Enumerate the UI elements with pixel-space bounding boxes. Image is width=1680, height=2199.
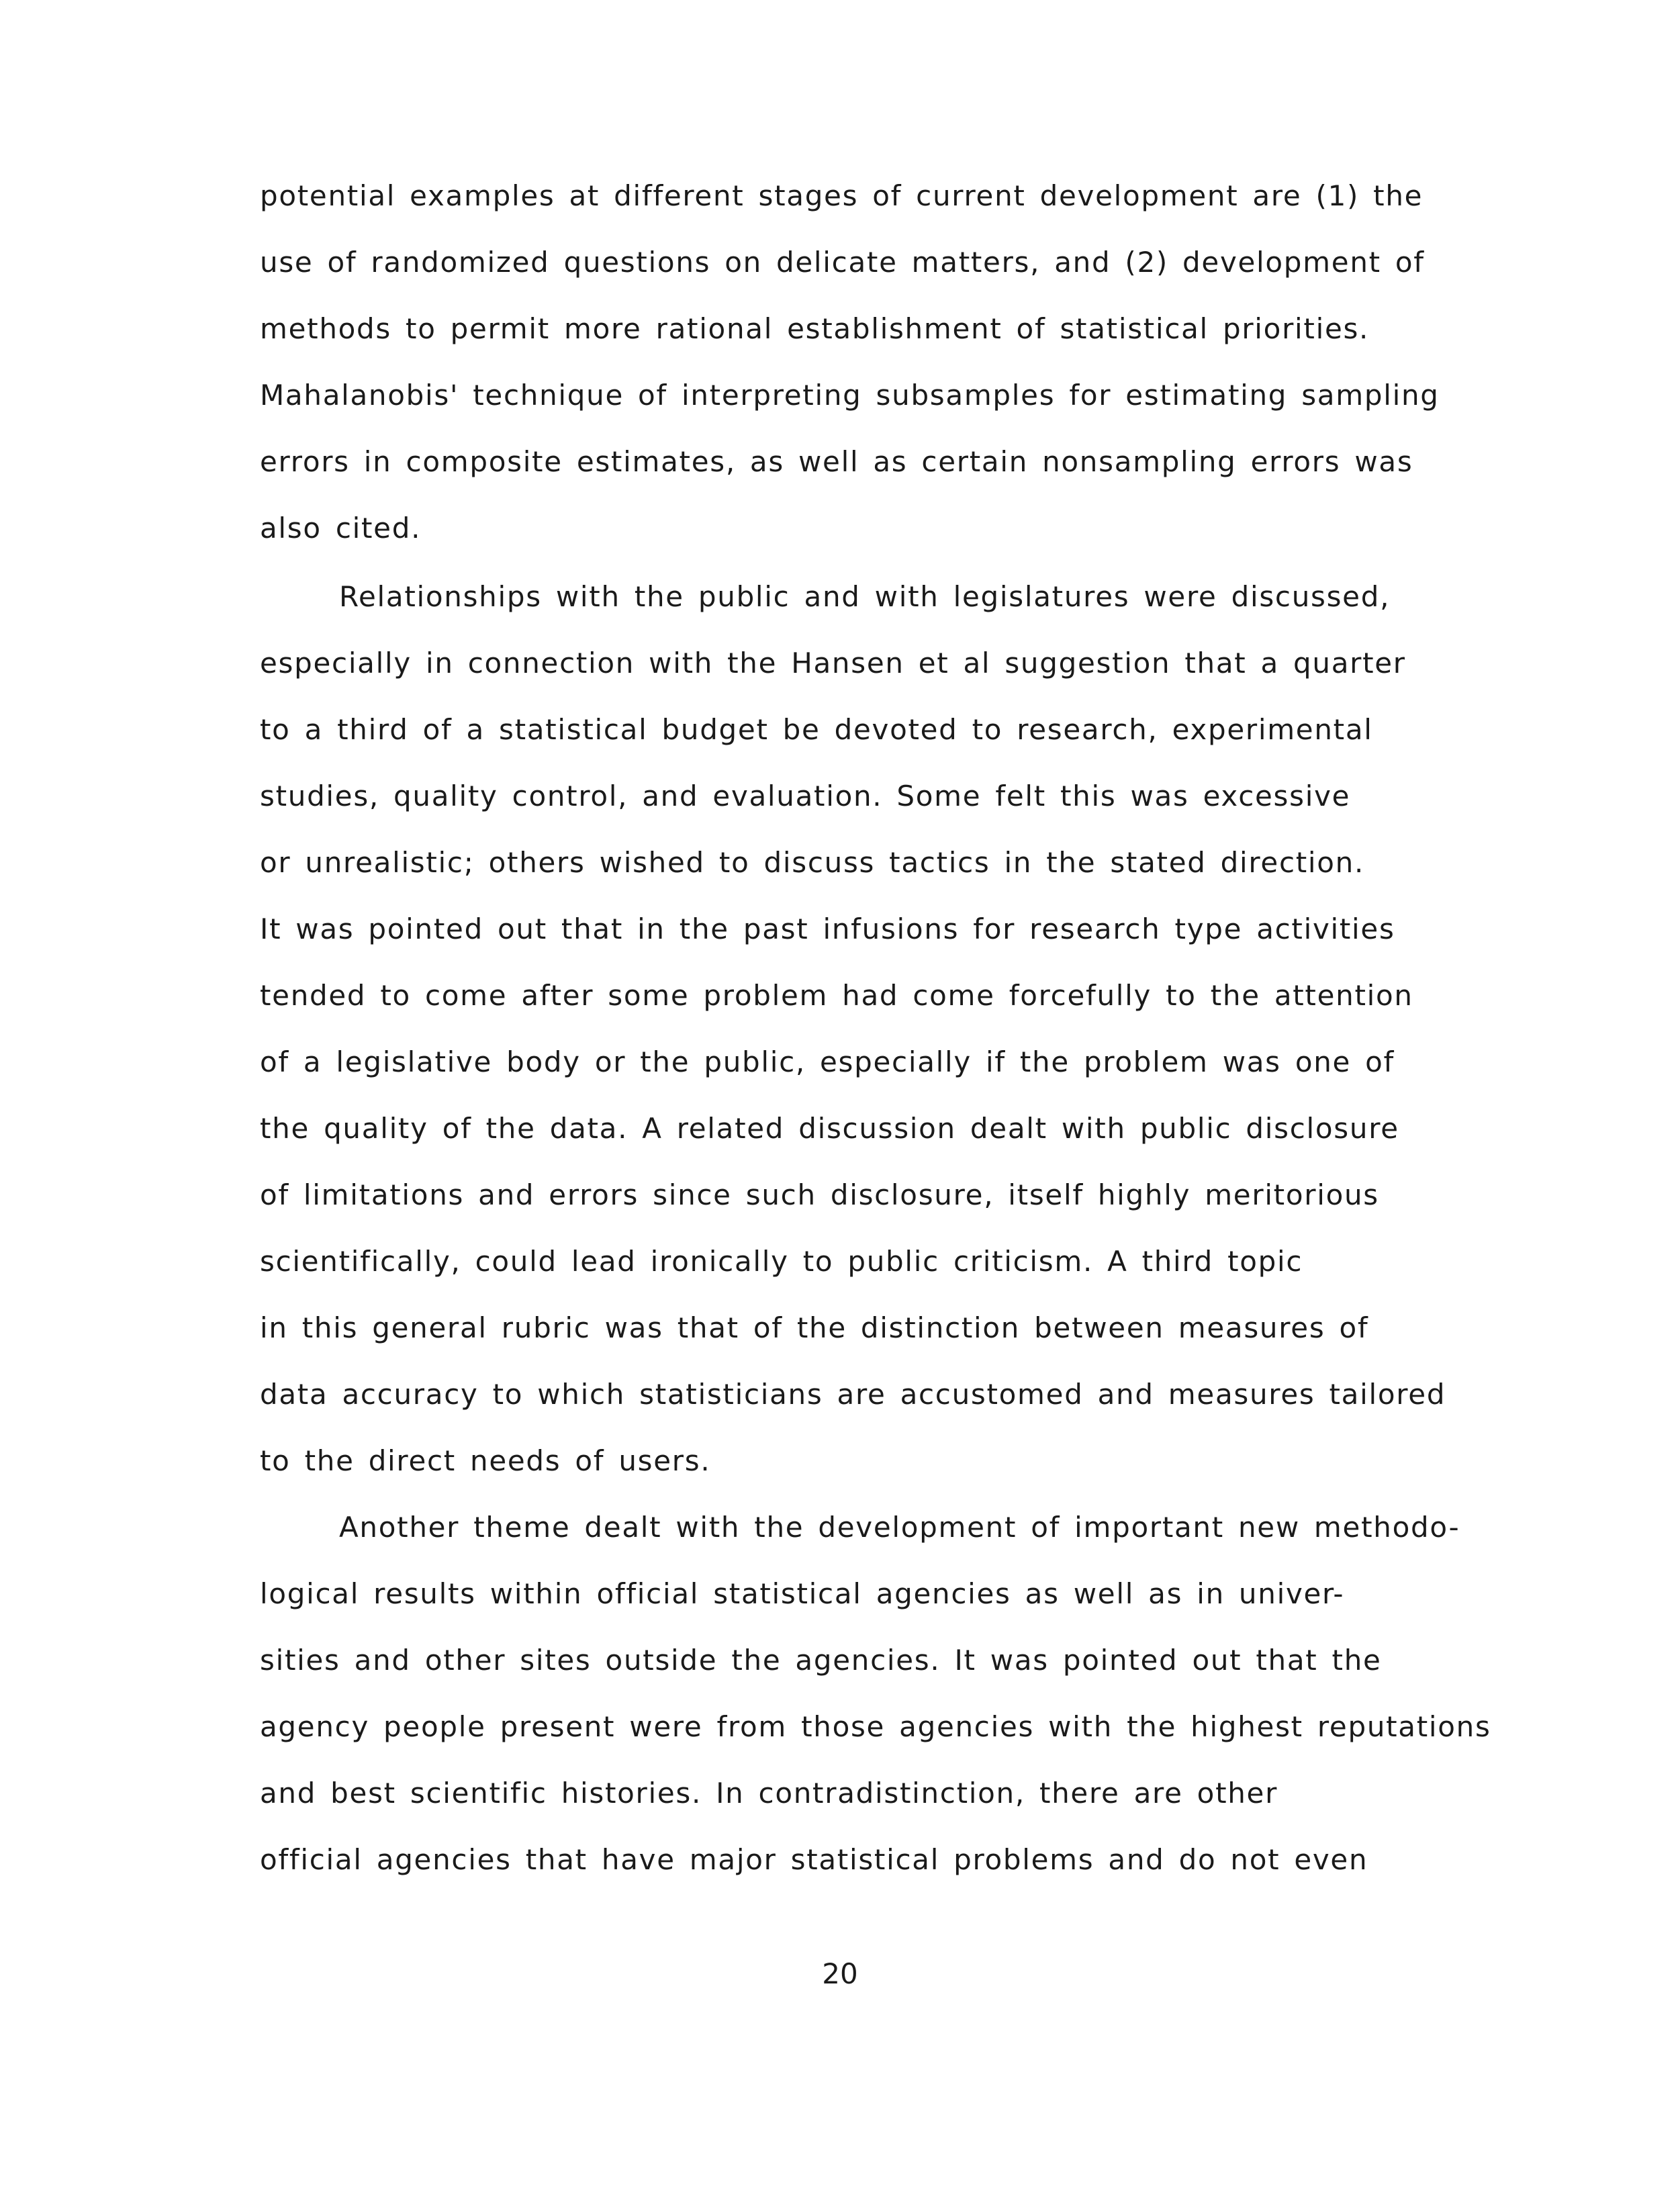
text-line: use of randomized questions on delicate matters, and (2) development of xyxy=(260,246,1425,279)
text-line: logical results within official statistical agencies as well as in univer- xyxy=(260,1577,1345,1610)
text-line: It was pointed out that in the past infusions for research type activities xyxy=(260,913,1395,945)
text-line: studies, quality control, and evaluation. Some felt this was excessive xyxy=(260,780,1351,812)
text-line: and best scientific histories. In contradistinction, there are other xyxy=(260,1777,1278,1810)
text-line: tended to come after some problem had come forcefully to the attention xyxy=(260,979,1413,1012)
text-line: also cited. xyxy=(260,512,422,545)
paragraph-first-line: Another theme dealt with the development of important new methodo- xyxy=(339,1511,1460,1544)
text-line: or unrealistic; others wished to discuss tactics in the stated direction. xyxy=(260,846,1365,879)
text-line: scientifically, could lead ironically to public criticism. A third topic xyxy=(260,1245,1303,1278)
text-line: official agencies that have major statistical problems and do not even xyxy=(260,1843,1368,1876)
paragraph-first-line: Relationships with the public and with legislatures were discussed, xyxy=(339,580,1391,613)
text-line: sities and other sites outside the agencies. It was pointed out that the xyxy=(260,1644,1382,1677)
text-line: of a legislative body or the public, especially if the problem was one of xyxy=(260,1045,1395,1078)
text-line: of limitations and errors since such disclosure, itself highly meritorious xyxy=(260,1178,1379,1211)
text-line: errors in composite estimates, as well as certain nonsampling errors was xyxy=(260,445,1413,478)
text-line: especially in connection with the Hansen et al suggestion that a quarter xyxy=(260,647,1406,680)
text-line: methods to permit more rational establishment of statistical priorities. xyxy=(260,312,1370,345)
text-line: agency people present were from those agencies with the highest reputations xyxy=(260,1710,1491,1743)
text-line: in this general rubric was that of the distinction between measures of xyxy=(260,1311,1369,1344)
text-line: data accuracy to which statisticians are accustomed and measures tailored xyxy=(260,1378,1446,1411)
text-line: Mahalanobis' technique of interpreting subsamples for estimating sampling xyxy=(260,379,1440,412)
text-line: to a third of a statistical budget be devoted to research, experimental xyxy=(260,713,1373,746)
text-line: potential examples at different stages of current development are (1) the xyxy=(260,179,1424,212)
text-line: to the direct needs of users. xyxy=(260,1444,711,1477)
page-number: 20 xyxy=(822,1957,858,1990)
text-line: the quality of the data. A related discussion dealt with public disclosure xyxy=(260,1112,1399,1145)
